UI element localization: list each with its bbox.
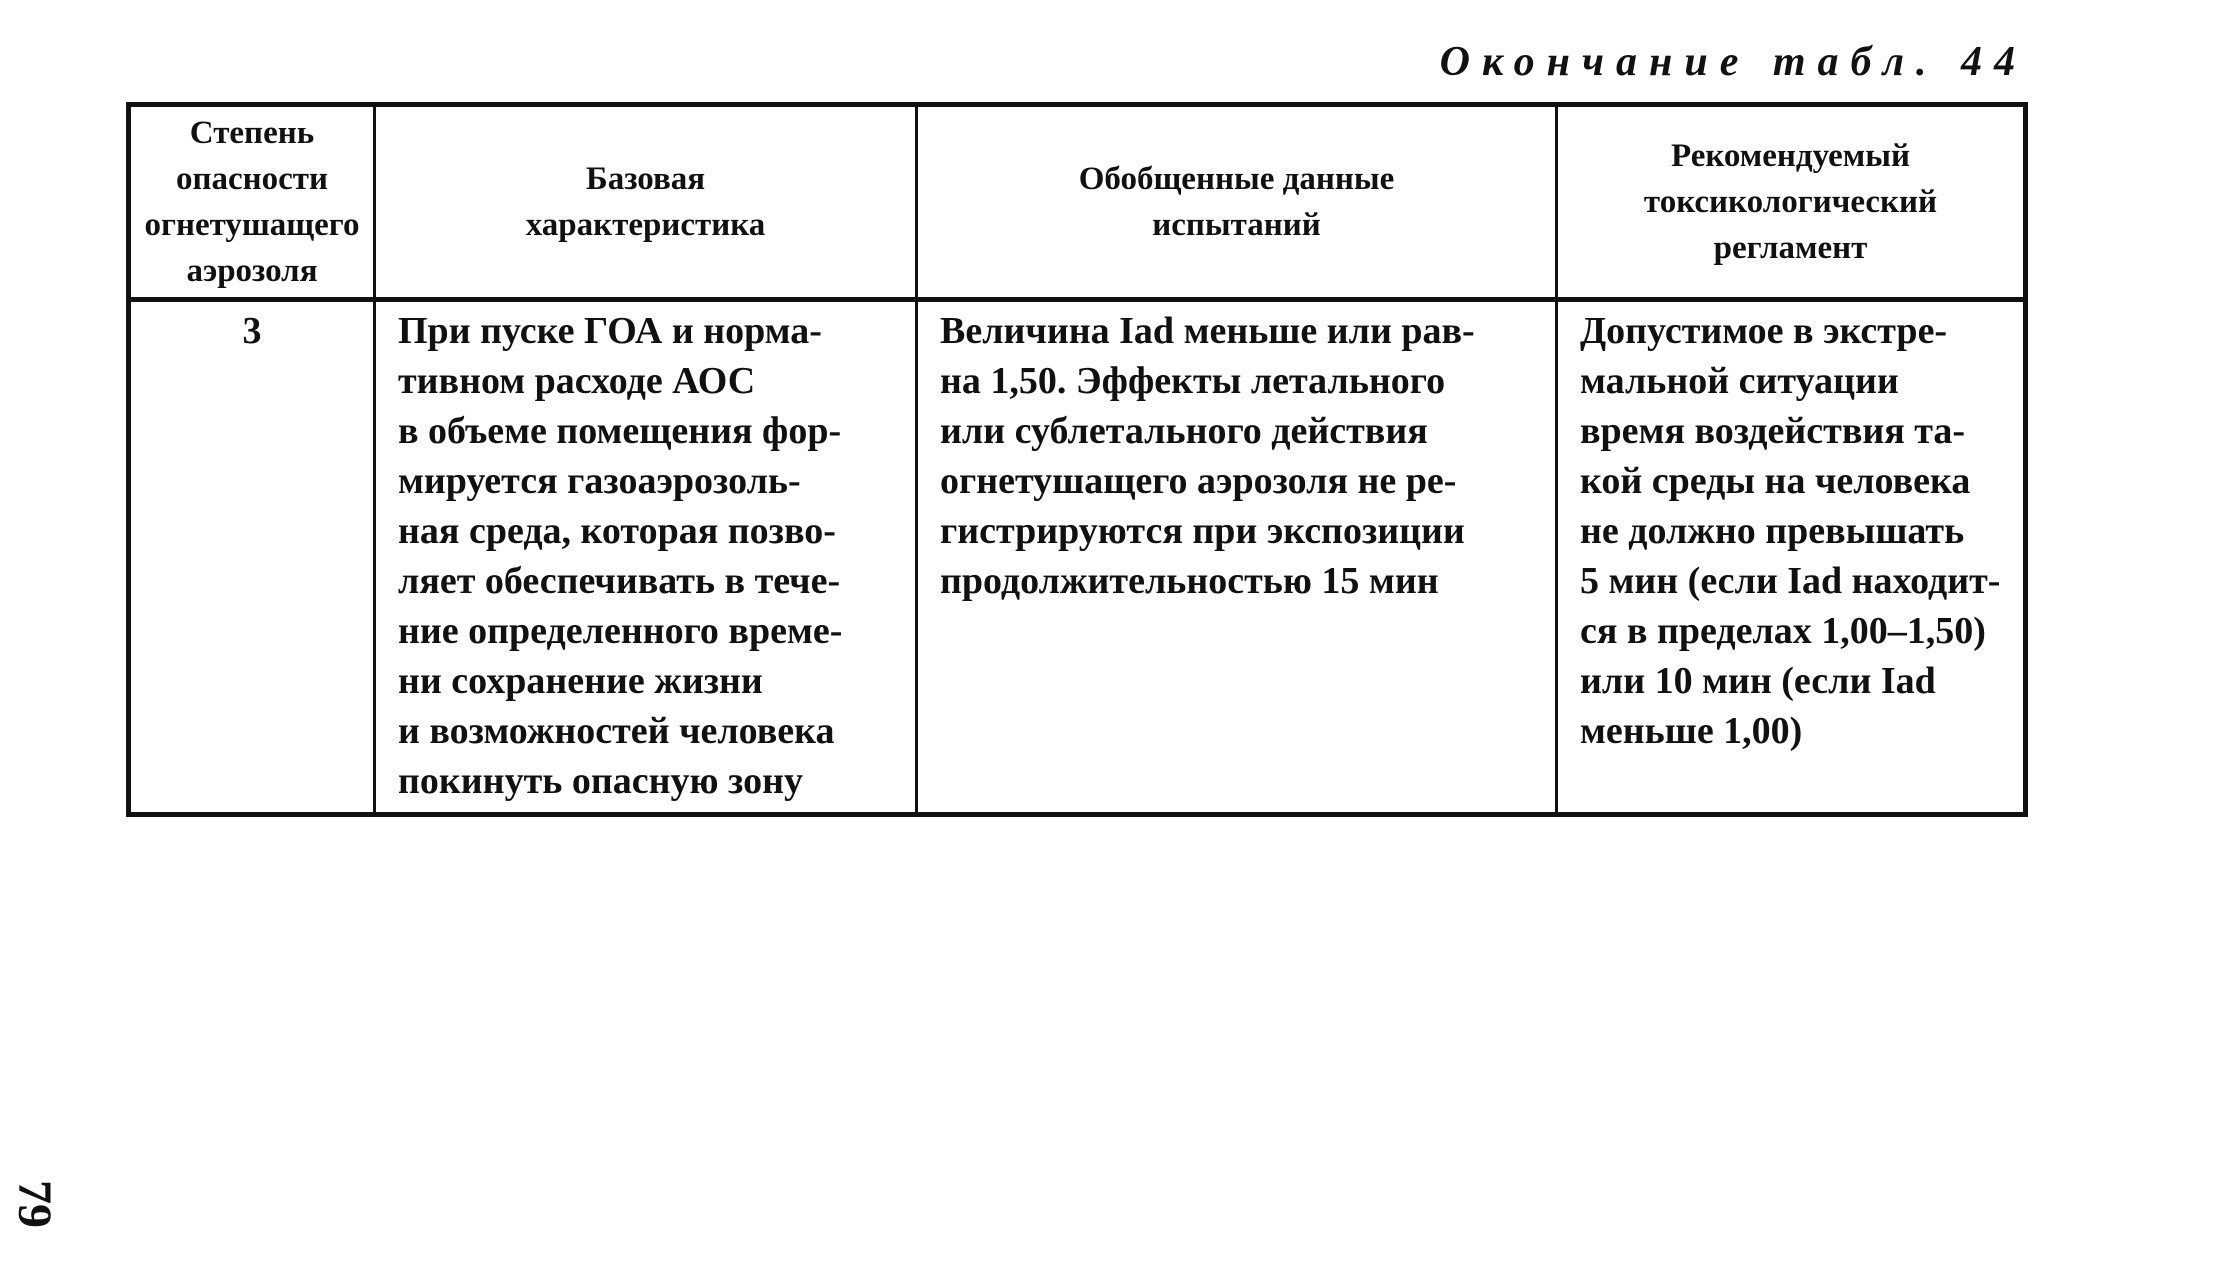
table-header-row — [129, 105, 2026, 300]
cell-test-data: Величина Iad меньше или рав- на 1,50. Эффекты летального или сублетального действия огнетушащего аэрозоля не ре- гистрируются при экспозиции продолжительностью 15 мин — [940, 310, 1475, 602]
header-regulation: Рекомендуемый токсикологический регламент — [1643, 138, 1938, 266]
header-degree: Степень опасности огнетушащего аэрозоля — [144, 115, 360, 289]
header-cell — [917, 105, 1557, 300]
header-cell — [129, 105, 375, 300]
table-cell — [917, 300, 1557, 815]
cell-characteristic: При пуске ГОА и норма- тивном расходе АОС в объеме помещения фор- мируется газоаэрозоль- ная среда, которая позво- ляет обеспечивать в тече- ние определенного време- ни сохранение жизни и возможностей человека покинуть опасную зону — [398, 310, 843, 802]
table-cell — [129, 300, 375, 815]
cell-degree: 3 — [242, 310, 262, 352]
cell-regulation: Допустимое в экстре- мальной ситуации время воздействия та- кой среды на человека не должно превышать 5 мин (если Iad находит- ся в пределах 1,00–1,50) или 10 мин (если Iad меньше 1,00) — [1580, 310, 2001, 752]
table-caption: Окончание табл. 44 — [1439, 39, 2027, 85]
table-cell — [1557, 300, 2026, 815]
header-cell — [375, 105, 917, 300]
header-test-data: Обобщенные данные испытаний — [1078, 161, 1395, 243]
header-characteristic: Базовая характеристика — [525, 161, 766, 243]
table-row — [129, 300, 2026, 815]
table-cell — [375, 300, 917, 815]
data-table — [126, 102, 2028, 817]
page-number: 79 — [8, 1180, 61, 1228]
header-cell — [1557, 105, 2026, 300]
